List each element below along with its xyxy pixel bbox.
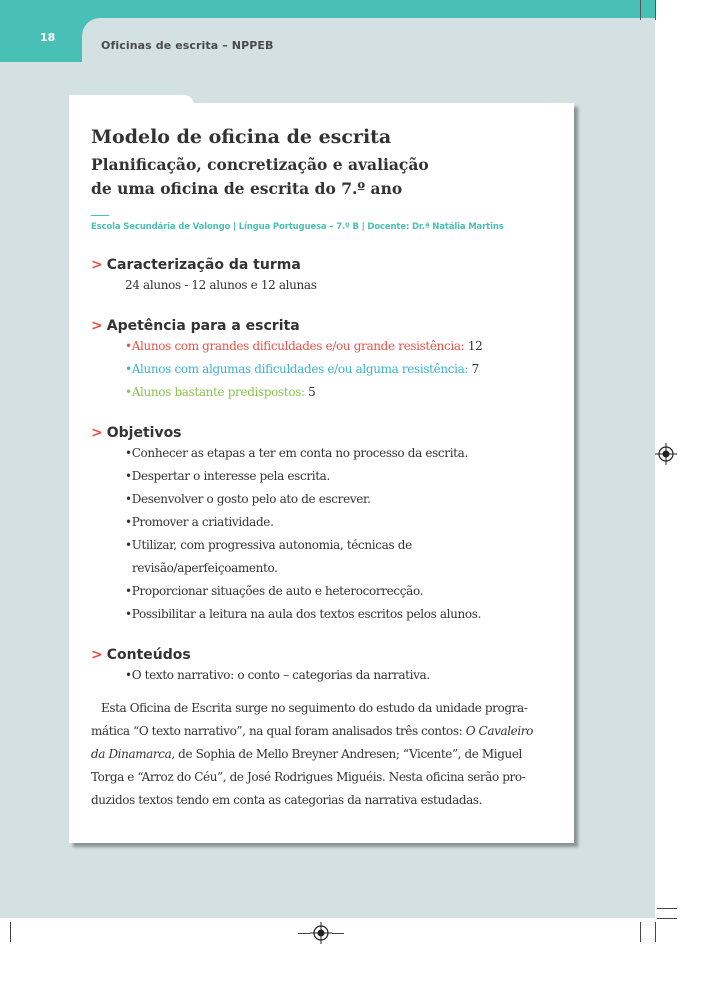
section-conteudos: [91, 646, 561, 687]
list-item: •Desenvolver o gosto pelo ato de escrever.: [125, 492, 371, 506]
subtitle-line: de uma oficina de escrita do 7.º ano: [91, 179, 403, 198]
section-heading: [91, 646, 561, 664]
section-heading-label: Apetência para a escrita: [106, 318, 300, 334]
content-card: [69, 103, 574, 843]
arrow-icon: >: [91, 257, 103, 273]
crosshair-target-icon: [655, 443, 677, 465]
paragraph-line: Esta Oficina de Escrita surge no seguimento do estudo da unidade progra-: [101, 701, 528, 715]
section-heading-label: Objetivos: [106, 425, 182, 441]
list-item: •Utilizar, com progressiva autonomia, técnicas de: [125, 538, 412, 552]
item-value: 12: [467, 339, 483, 353]
divider: [91, 215, 109, 216]
crop-mark: [332, 933, 344, 934]
crop-mark: [657, 908, 677, 909]
book-title: da Dinamarca: [91, 747, 172, 761]
section-apetencia: [91, 317, 561, 404]
class-composition: 24 alunos - 12 alunos e 12 alunas: [125, 278, 317, 292]
section-objetivos: [91, 424, 561, 626]
list-item: [125, 358, 561, 381]
list-item: •Conhecer as etapas a ter em conta no processo da escrita.: [125, 446, 468, 460]
body-paragraph: [91, 697, 561, 812]
arrow-icon: >: [91, 425, 103, 441]
item-value: 7: [471, 362, 479, 376]
list-item: [125, 335, 561, 358]
section-heading: [91, 256, 561, 274]
list-item-continuation: revisão/aperfeiçoamento.: [132, 561, 278, 575]
section-heading-label: Conteúdos: [106, 647, 191, 663]
book-title: O Cavaleiro: [465, 724, 533, 738]
paragraph-line: [91, 720, 561, 743]
item-label: Alunos com algumas dificuldades e/ou alguma resistência:: [131, 362, 469, 376]
section-heading: [91, 317, 561, 335]
bullet: •: [125, 339, 132, 353]
crop-mark: [640, 922, 641, 942]
item-value: 5: [308, 385, 316, 399]
paragraph-line: Torga e “Arroz do Céu”, de José Rodrigues Miguéis. Nesta oficina serão pro-: [91, 770, 526, 784]
section-caracterizacao: [91, 256, 561, 297]
crop-mark: [298, 933, 310, 934]
page-title: Modelo de oficina de escrita: [91, 126, 392, 148]
page-number: 18: [40, 31, 56, 44]
running-header-title: Oficinas de escrita – NPPEB: [101, 39, 274, 52]
card-content: [91, 125, 561, 812]
list-item: •O texto narrativo: o conto – categorias da narrativa.: [125, 668, 430, 682]
list-item: [125, 381, 561, 404]
crop-mark: [640, 0, 641, 20]
arrow-icon: >: [91, 318, 103, 334]
bullet: •: [125, 385, 132, 399]
crop-mark: [657, 918, 677, 919]
list-item: •Promover a criatividade.: [125, 515, 274, 529]
bullet: •: [125, 362, 132, 376]
subtitle-line: Planificação, concretização e avaliação: [91, 155, 429, 174]
school-info: Escola Secundária de Valongo | Língua Portuguesa – 7.º B | Docente: Dr.ª Natália Martins: [91, 222, 504, 232]
arrow-icon: >: [91, 647, 103, 663]
paragraph-line: duzidos textos tendo em conta as categorias da narrativa estudadas.: [91, 793, 483, 807]
crop-mark: [655, 0, 656, 20]
paragraph-text: mática “O texto narrativo”, na qual foram analisados três contos:: [91, 724, 466, 738]
list-item: •Proporcionar situações de auto e heterocorrecção.: [125, 584, 424, 598]
crosshair-target-icon: [310, 922, 332, 944]
paragraph-text: , de Sophia de Mello Breyner Andresen; “Vicente”, de Miguel: [171, 747, 522, 761]
list-item: •Despertar o interesse pela escrita.: [125, 469, 330, 483]
crop-mark: [10, 922, 11, 942]
paragraph-line: [91, 743, 561, 766]
item-label: Alunos com grandes dificuldades e/ou grande resistência:: [131, 339, 465, 353]
list-item: •Possibilitar a leitura na aula dos textos escritos pelos alunos.: [125, 607, 482, 621]
subtitle: [91, 153, 561, 201]
crop-mark: [655, 922, 656, 942]
item-label: Alunos bastante predispostos:: [131, 385, 305, 399]
section-heading: [91, 424, 561, 442]
section-heading-label: Caracterização da turma: [106, 257, 301, 273]
